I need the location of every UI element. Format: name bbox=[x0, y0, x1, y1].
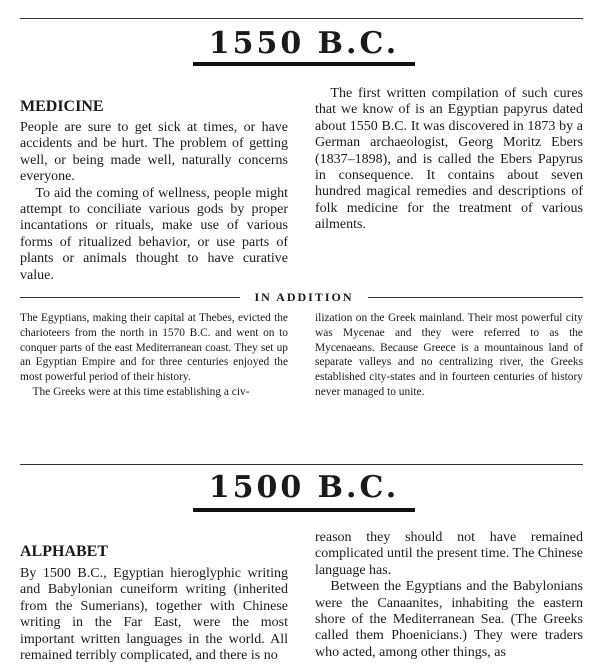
section-heading-alphabet: ALPHABET bbox=[20, 543, 109, 560]
paragraph: ilization on the Greek mainland. Their most powerful city was Mycenae and they were referred to as the Mycenaeans. Because Greece is a mountainous land of separate valleys and no centralizing river, the Greeks established city-states and in fourteen centuries of history never managed to unite. bbox=[315, 312, 583, 398]
alphabet-right-column bbox=[315, 530, 583, 661]
medicine-left-column bbox=[20, 120, 288, 284]
paragraph: reason they should not have remained complicated until the present time. The Chinese language has. bbox=[315, 530, 583, 578]
year-heading-1500: 1500 B.C. bbox=[208, 470, 400, 505]
alphabet-left-column bbox=[20, 566, 288, 664]
paragraph: Between the Egyptians and the Babylonians were the Canaanites, inhabiting the eastern shore of the Mediterranean Sea. (The Greeks called them Phoenicians.) They were traders who acted, among other things, as bbox=[315, 579, 583, 660]
paragraph: To aid the coming of wellness, people might attempt to conciliate various gods by proper incantations or rituals, make use of various forms of ritualized behavior, or use parts of plants or animals thought to have curative value. bbox=[20, 185, 288, 283]
medicine-right-column bbox=[315, 86, 583, 234]
in-addition-right-column bbox=[315, 311, 583, 400]
paragraph: The Egyptians, making their capital at Thebes, evicted the charioteers from the north in 1570 B.C. and went on to conquer parts of the east Mediterranean coast. They set up an Egyptian Empire and for three centuries enjoyed the most powerful period of their history. bbox=[20, 312, 288, 384]
paragraph: By 1500 B.C., Egyptian hieroglyphic writing and Babylonian cuneiform writing (inherited from the Sumerians), together with Chinese writing in the Far East, were the most important written languages in the world. All remained terribly complicated, and there is no bbox=[20, 566, 288, 664]
top-rule bbox=[20, 18, 583, 19]
divider-rule bbox=[20, 464, 583, 465]
year-underline-bar bbox=[193, 62, 415, 66]
in-addition-left-column bbox=[20, 311, 288, 400]
year-heading-1550: 1550 B.C. bbox=[208, 26, 400, 61]
section-heading-medicine: MEDICINE bbox=[20, 98, 104, 115]
year-underline-bar bbox=[193, 508, 415, 512]
paragraph: People are sure to get sick at times, or have accidents and be hurt. The problem of getting well, or being made well, naturally concerns everyone. bbox=[20, 120, 288, 185]
paragraph: The first written compilation of such cures that we know of is an Egyptian papyrus dated about 1550 B.C. It was discovered in 1873 by a German archaeologist, Georg Moritz Ebers (1837–1898), and is called the Ebers Papyrus in consequence. It contains about seven hundred magical remedies and descriptions of folk medicine for the treatment of various ailments. bbox=[315, 86, 583, 233]
in-addition-rule-right bbox=[368, 297, 583, 298]
paragraph: The Greeks were at this time establishing a civ- bbox=[32, 385, 250, 398]
in-addition-label: IN ADDITION bbox=[254, 290, 354, 304]
